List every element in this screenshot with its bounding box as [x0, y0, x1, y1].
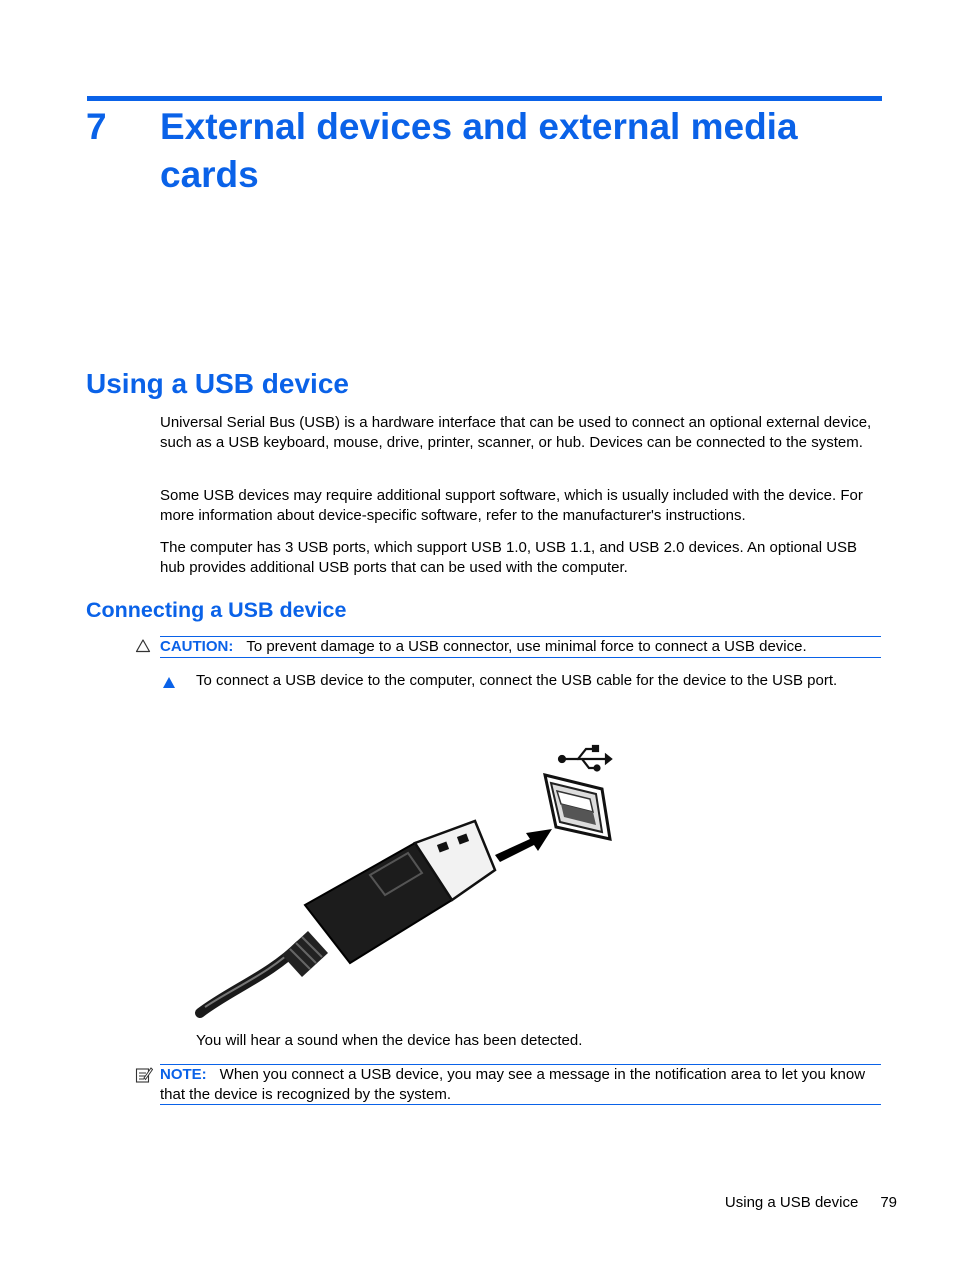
- section-heading: Using a USB device: [86, 368, 349, 399]
- detection-text: You will hear a sound when the device has been detected.: [196, 1032, 583, 1049]
- step-triangle-icon: [162, 676, 176, 689]
- caution-text: To prevent damage to a USB connector, use minimal force to connect a USB device.: [246, 638, 807, 655]
- footer-section: Using a USB device: [724, 1194, 859, 1211]
- caution-label: CAUTION:: [160, 638, 234, 655]
- note-pencil-icon: [135, 1066, 153, 1084]
- paragraph: The computer has 3 USB ports, which support USB 1.0, USB 1.1, and USB 2.0 devices. An optional USB hub provides additional USB ports that can be used with the computer.: [160, 539, 858, 576]
- page-footer: [725, 1193, 897, 1212]
- subsection-heading: Connecting a USB device: [86, 598, 347, 622]
- caution-note: [160, 637, 807, 656]
- usb-symbol-icon: [559, 746, 611, 771]
- usb-connection-illustration: [190, 735, 620, 1020]
- usb-port: [545, 775, 610, 839]
- chapter-title: External devices and external media cards: [160, 106, 798, 195]
- paragraph: Some USB devices may require additional support software, which is usually included with the device. For more information about device-specific software, refer to the manufacturer's instructions.: [160, 487, 863, 524]
- insert-arrow-icon: [495, 829, 552, 862]
- note-label: NOTE:: [160, 1066, 207, 1083]
- caution-triangle-icon: [135, 638, 151, 654]
- step-text: To connect a USB device to the computer, connect the USB cable for the device to the USB port.: [196, 672, 838, 689]
- note: [160, 1065, 882, 1104]
- paragraph: Universal Serial Bus (USB) is a hardware interface that can be used to connect an optional external device, such as a USB keyboard, mouse, drive, printer, scanner, or hub. Devices can be connected to the system.: [160, 414, 872, 451]
- chapter-rule: [87, 96, 882, 101]
- page-number: 79: [880, 1194, 897, 1211]
- chapter-number: 7: [86, 106, 107, 147]
- note-text: When you connect a USB device, you may see a message in the notification area to let you know that the device is recognized by the system.: [160, 1066, 866, 1103]
